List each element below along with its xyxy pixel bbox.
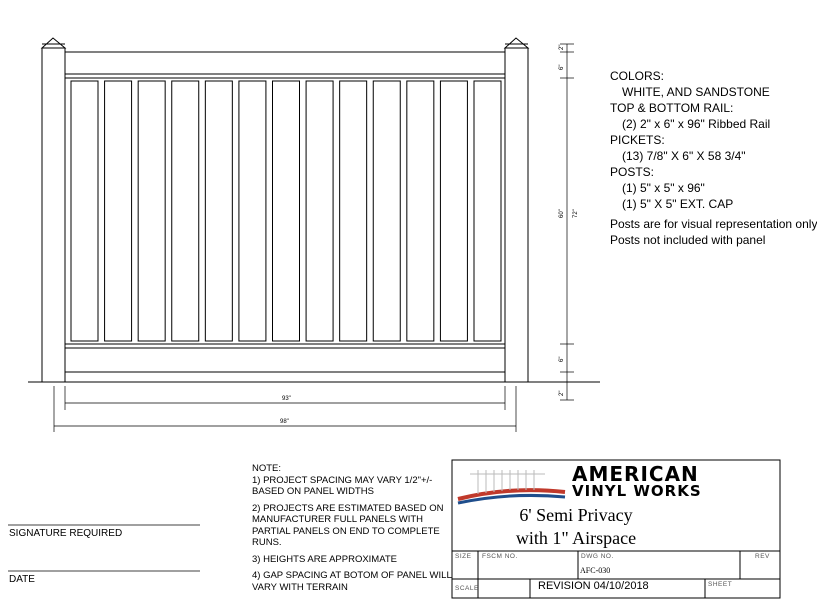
picket	[239, 81, 266, 341]
dwg-value: AFC-030	[580, 566, 611, 575]
note-item: 2) PROJECTS ARE ESTIMATED BASED ON MANUFACTURER FULL PANELS WITH PARTIAL PANELS ON END TO COMPLETE RUNS.	[252, 502, 444, 548]
pickets-value: (13) 7/8" X 6" X 58 3/4"	[622, 149, 746, 163]
picket	[172, 81, 199, 341]
picket	[105, 81, 132, 341]
rail-title: TOP & BOTTOM RAIL:	[610, 101, 734, 115]
picket	[138, 81, 165, 341]
revision-date: REVISION 04/10/2018	[538, 580, 649, 592]
disclaimer-2: Posts not included with panel	[610, 233, 766, 247]
colors-title: COLORS:	[610, 69, 665, 83]
pickets-title: PICKETS:	[610, 133, 665, 147]
title-line-1: 6' Semi Privacy	[519, 505, 633, 525]
note-item: 4) GAP SPACING AT BOTOM OF PANEL WILL VARY WITH TERRAIN	[252, 570, 452, 593]
note-item: 1) PROJECT SPACING MAY VARY 1/2"+/- BASED ON PANEL WIDTHS	[252, 474, 433, 497]
dim-inner-width: 93"	[282, 396, 291, 402]
picket	[306, 81, 333, 341]
dim-bottom-rail: 6"	[559, 356, 565, 362]
rev-label: REV	[755, 553, 770, 560]
drawing-title	[452, 504, 700, 550]
right-post-cap	[505, 38, 528, 48]
logo-line-2: VINYL WORKS	[572, 482, 702, 500]
dim-top-rail: 6"	[559, 64, 565, 70]
picket	[373, 81, 400, 341]
left-post-cap	[42, 38, 65, 48]
fscm-label: FSCM NO.	[482, 553, 518, 560]
dwg-label: DWG NO.	[581, 553, 614, 560]
notes-block	[252, 463, 452, 598]
disclaimer-1: Posts are for visual representation only	[610, 217, 817, 231]
dim-top-gap: 2"	[559, 44, 565, 50]
logo-graphic	[458, 470, 565, 503]
picket	[474, 81, 501, 341]
colors-value: WHITE, AND SANDSTONE	[622, 85, 770, 99]
pickets	[71, 81, 501, 341]
posts-title: POSTS:	[610, 165, 655, 179]
picket	[407, 81, 434, 341]
picket	[440, 81, 467, 341]
date-label: DATE	[9, 574, 35, 585]
dim-bottom-gap: 2"	[559, 390, 565, 396]
picket	[71, 81, 98, 341]
right-post	[505, 48, 528, 382]
dim-outer-width: 98"	[280, 419, 289, 425]
picket	[205, 81, 232, 341]
sheet-label: SHEET	[708, 581, 733, 588]
spec-list	[610, 68, 817, 248]
picket	[340, 81, 367, 341]
signature-label: SIGNATURE REQUIRED	[9, 528, 123, 539]
note-item: 3) HEIGHTS ARE APPROXIMATE	[252, 553, 397, 565]
picket	[273, 81, 300, 341]
left-post	[42, 48, 65, 382]
posts-value-1: (1) 5" x 5" x 96"	[622, 181, 705, 195]
logo-line-1: AMERICAN	[572, 462, 699, 486]
dim-picket-height: 60"	[559, 209, 565, 218]
title-line-2: with 1" Airspace	[515, 528, 637, 548]
rail-value: (2) 2" x 6" x 96" Ribbed Rail	[622, 117, 771, 131]
size-label: SIZE	[455, 553, 472, 560]
notes-heading: NOTE:	[252, 463, 282, 474]
dim-total-height: 72"	[573, 209, 579, 218]
posts-value-2: (1) 5" X 5" EXT. CAP	[622, 197, 734, 211]
scale-label: SCALE	[455, 585, 479, 592]
